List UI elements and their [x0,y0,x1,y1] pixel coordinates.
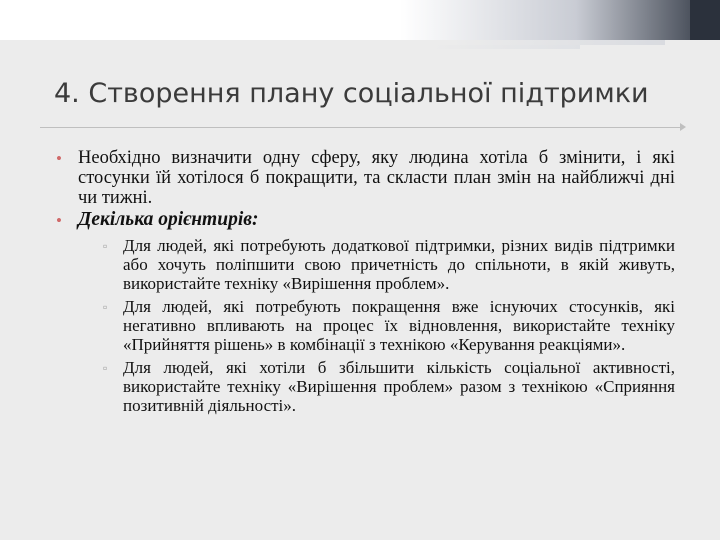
bullet-dot-icon: • [56,211,62,230]
slide-body [50,148,675,419]
title-divider-end-marker [680,123,686,131]
square-bullet-icon: ▫ [103,361,108,375]
sub-bullet-text: Для людей, які потребують додаткової підтримки, різних видів підтримки або хочуть поліпшити свою причетність до спільноти, в якій живуть, використайте техніку «Вирішення проблем». [123,236,675,293]
square-bullet-icon: ▫ [103,239,108,253]
slide-title: 4. Створення плану соціальної підтримки [54,78,649,109]
sub-bullet-text: Для людей, які хотіли б збільшити кількість соціальної активності, використайте техніку «Вирішення проблем» разом з технікою «Сприяння позитивній діяльності». [123,358,675,415]
header-band [0,0,720,40]
bullet-dot-icon: • [56,149,62,168]
header-band-dark-corner [690,0,720,40]
bullet-point-1 [50,148,675,208]
title-divider [40,127,682,128]
bullet-point-heading: Декілька орієнтирів: [78,209,259,230]
sub-bullet-point-2 [78,297,675,354]
sub-bullet-list [78,236,675,415]
header-band-gradient [400,0,720,40]
sub-bullet-point-3 [78,358,675,415]
bullet-point-text: Необхідно визначити одну сферу, яку людина хотіла б змінити, і які стосунки їй хотілося б покращити, та скласти план змін на найближчі дні чи тижні. [78,148,675,208]
bullet-point-2 [50,210,675,415]
header-accent-strip-secondary [430,45,580,49]
sub-bullet-point-1 [78,236,675,293]
square-bullet-icon: ▫ [103,300,108,314]
sub-bullet-text: Для людей, які потребують покращення вже існуючих стосунків, які негативно впливають на процес їх відновлення, використайте техніку «Прийняття рішень» в комбінації з технікою «Керування реакціями». [123,297,675,354]
